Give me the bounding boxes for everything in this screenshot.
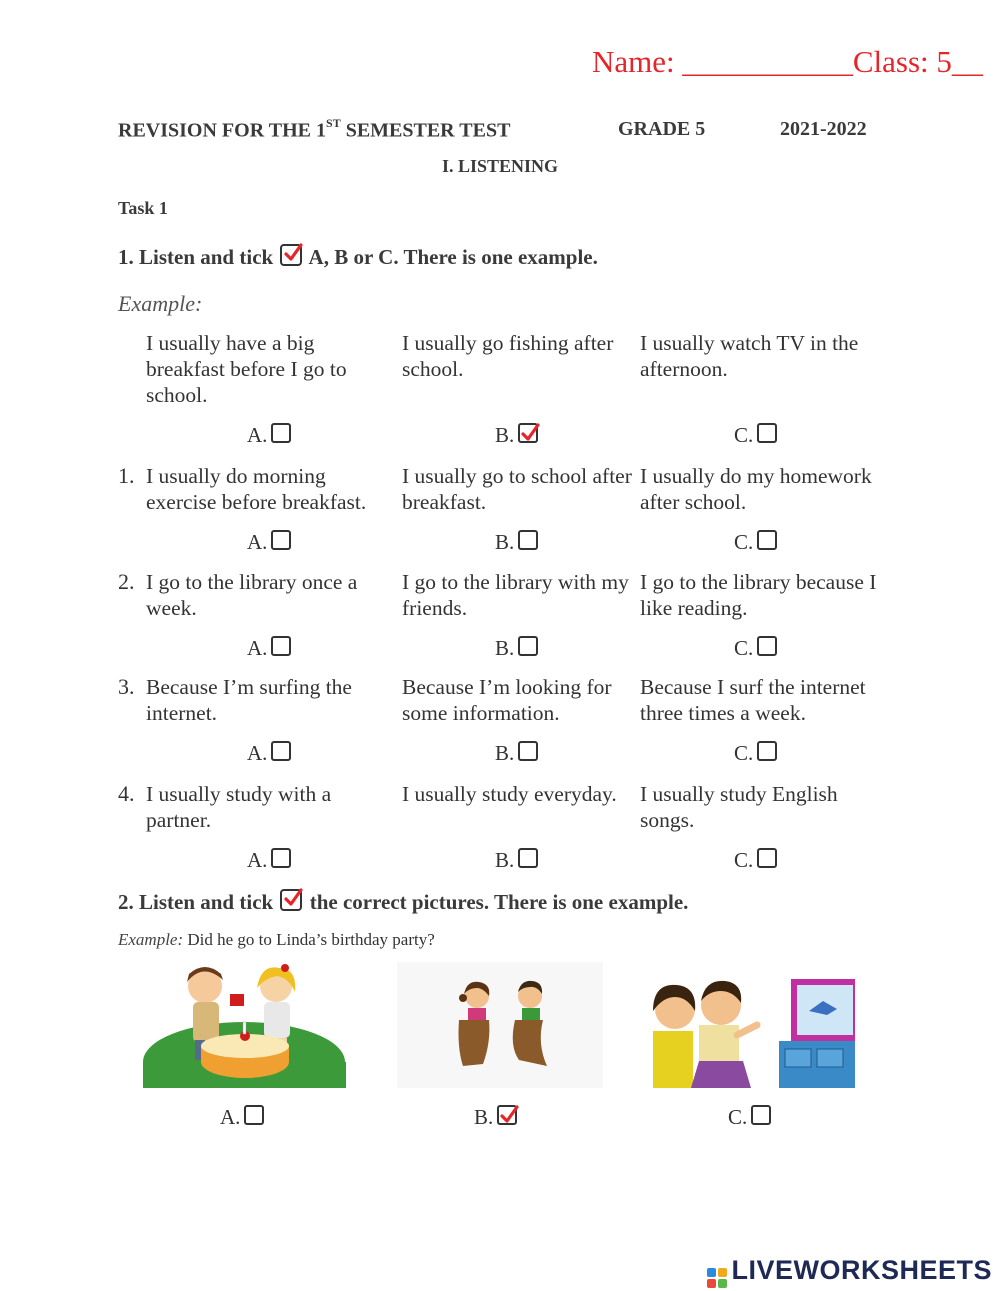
q2-answer-c: C.	[734, 636, 777, 661]
checkbox[interactable]	[757, 636, 777, 656]
checkbox-ticked[interactable]	[497, 1105, 517, 1125]
section-heading: I. LISTENING	[441, 156, 559, 176]
q3-option-b: Because I’m looking for some information.	[402, 675, 612, 725]
part2-instruction: 2. Listen and tick the correct pictures. There is one example.	[118, 890, 689, 914]
watching-tv-picture	[651, 975, 855, 1088]
part2-example: Example: Did he go to Linda’s birthday party?	[118, 930, 435, 949]
tick-icon	[280, 244, 302, 266]
checkbox[interactable]	[271, 741, 291, 761]
sack-race-picture	[397, 962, 603, 1088]
picture-answer-a: A.	[220, 1105, 264, 1130]
example-option-c: I usually watch TV in the afternoon.	[640, 331, 859, 381]
name-class-line: Name: ___________Class: 5__	[592, 44, 983, 79]
test-title: REVISION FOR THE 1ST SEMESTER TEST	[118, 116, 511, 142]
q4-option-a: I usually study with a partner.	[146, 782, 332, 832]
q1-answer-a: A.	[247, 530, 291, 555]
task-heading: Task 1	[118, 198, 168, 218]
liveworksheets-logo: LIVEWORKSHEETS	[707, 1255, 992, 1288]
question-number: 1.	[118, 463, 135, 488]
checkbox[interactable]	[751, 1105, 771, 1125]
example-answer-c: C.	[734, 423, 777, 448]
checkbox-ticked[interactable]	[518, 423, 538, 443]
liveworksheets-icon	[707, 1268, 727, 1288]
example-option-b: I usually go fishing after school.	[402, 331, 614, 381]
q1-answer-c: C.	[734, 530, 777, 555]
q1-option-c: I usually do my homework after school.	[640, 464, 872, 514]
q4-option-b: I usually study everyday.	[402, 782, 617, 806]
q3-answer-c: C.	[734, 741, 777, 766]
q2-option-c: I go to the library because I like reading.	[640, 570, 877, 620]
checkbox[interactable]	[757, 423, 777, 443]
q3-option-c: Because I surf the internet three times a week.	[640, 675, 866, 725]
q4-answer-a: A.	[247, 848, 291, 873]
example-answer-b: B.	[495, 423, 538, 448]
example-option-a: I usually have a big breakfast before I go to school.	[146, 331, 347, 407]
checkbox[interactable]	[271, 530, 291, 550]
q2-option-a: I go to the library once a week.	[146, 570, 358, 620]
q3-answer-b: B.	[495, 741, 538, 766]
checkbox[interactable]	[271, 848, 291, 868]
q4-option-c: I usually study English songs.	[640, 782, 838, 832]
grade-label: GRADE 5	[618, 118, 706, 140]
checkbox[interactable]	[757, 848, 777, 868]
q2-answer-a: A.	[247, 636, 291, 661]
school-year: 2021-2022	[780, 118, 867, 140]
checkbox[interactable]	[244, 1105, 264, 1125]
picture-answer-c: C.	[728, 1105, 771, 1130]
example-label: Example:	[118, 291, 203, 316]
checkbox[interactable]	[757, 741, 777, 761]
q2-option-b: I go to the library with my friends.	[402, 570, 629, 620]
checkbox[interactable]	[518, 636, 538, 656]
q1-answer-b: B.	[495, 530, 538, 555]
checkbox[interactable]	[518, 530, 538, 550]
q1-option-b: I usually go to school after breakfast.	[402, 464, 632, 514]
checkbox[interactable]	[518, 848, 538, 868]
part1-instruction: 1. Listen and tick A, B or C. There is one example.	[118, 245, 598, 269]
picture-answer-b: B.	[474, 1105, 517, 1130]
question-number: 4.	[118, 781, 135, 806]
checkbox[interactable]	[271, 636, 291, 656]
checkbox[interactable]	[271, 423, 291, 443]
q3-answer-a: A.	[247, 741, 291, 766]
birthday-party-picture	[143, 962, 346, 1088]
q3-option-a: Because I’m surfing the internet.	[146, 675, 352, 725]
q4-answer-b: B.	[495, 848, 538, 873]
example-answer-a: A.	[247, 423, 291, 448]
checkbox[interactable]	[518, 741, 538, 761]
q1-option-a: I usually do morning exercise before breakfast.	[146, 464, 367, 514]
q4-answer-c: C.	[734, 848, 777, 873]
q2-answer-b: B.	[495, 636, 538, 661]
question-number: 2.	[118, 569, 135, 594]
checkbox[interactable]	[757, 530, 777, 550]
question-number: 3.	[118, 674, 135, 699]
tick-icon	[280, 889, 302, 911]
